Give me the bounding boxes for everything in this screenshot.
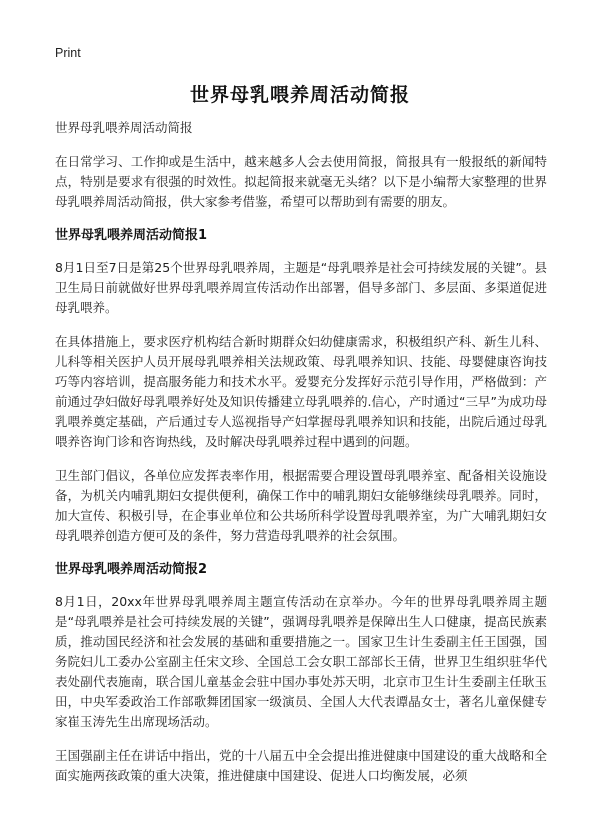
section-paragraph: 王国强副主任在讲话中指出，党的十八届五中全会提出推进健康中国建设的重大战略和全面实施两孩政策的重大决策，推进健康中国建设、促进人口均衡发展，必须 bbox=[55, 748, 547, 783]
page-title: 世界母乳喂养周活动简报 bbox=[189, 84, 410, 106]
section-2 bbox=[55, 560, 547, 786]
section-paragraph: 在具体措施上，要求医疗机构结合新时期群众妇幼健康需求，积极组织产科、新生儿科、儿科等相关医护人员开展母乳喂养相关法规政策、母乳喂养知识、技能、母婴健康咨询技巧等内容培训，提高服务能力和技术水平。爱婴充分发挥好示范引导作用，严格做到：产前通过孕妇做好母乳喂养好处及知识传播建立母乳喂养的.信心，产时通过“三早”为成功母乳喂养奠定基础，产后通过专人巡视指导产妇掌握母乳喂养知识和技能，出院后通过母乳喂养咨询门诊和咨询热线，及时解决母乳喂养过程中遇到的问题。 bbox=[55, 334, 547, 449]
section-paragraph: 卫生部门倡议，各单位应发挥表率作用，根据需要合理设置母乳喂养室、配备相关设施设备，为机关内哺乳期妇女提供便利，确保工作中的哺乳期妇女能够继续母乳喂养。同时，加大宣传、积极引导，在企事业单位和公共场所科学设置母乳喂养室，为广大哺乳期妇女母乳喂养创造方便可及的条件，努力营造母乳喂养的社会氛围。 bbox=[55, 468, 547, 543]
section-heading: 世界母乳喂养周活动简报2 bbox=[55, 562, 208, 577]
section-paragraph: 8月1日，20xx年世界母乳喂养周主题宣传活动在京举办。今年的世界母乳喂养周主题是“母乳喂养是社会可持续发展的关键”，强调母乳喂养是保障出生人口健康，提高民族素质，推动国民经济和社会发展的基础和重要措施之一。国家卫生计生委副主任王国强，国务院妇儿工委办公室副主任宋文珍、全国总工会女职工部部长王倩，世界卫生组织驻华代表处副代表施南，联合国儿童基金会驻中国办事处苏天明，北京市卫生计生委副主任耿玉田，中央军委政治工作部歌舞团国家一级演员、全国人大代表谭晶女士，著名儿童保健专家崔玉涛先生出席现场活动。 bbox=[55, 594, 547, 729]
intro-paragraph: 在日常学习、工作抑或是生活中，越来越多人会去使用简报，简报具有一般报纸的新闻特点，特别是要求有很强的时效性。拟起简报来就毫无头绪？以下是小编帮大家整理的世界母乳喂养周活动简报，供大家参考借鉴，希望可以帮助到有需要的朋友。 bbox=[55, 154, 547, 209]
section-1 bbox=[55, 226, 547, 546]
document-subtitle: 世界母乳喂养周活动简报 bbox=[55, 120, 193, 135]
section-heading: 世界母乳喂养周活动简报1 bbox=[55, 228, 208, 243]
document-body bbox=[55, 118, 547, 800]
print-link[interactable]: Print bbox=[55, 46, 81, 60]
section-paragraph: 8月1日至7日是第25个世界母乳喂养周，主题是“母乳喂养是社会可持续发展的关键”。县卫生局日前就做好世界母乳喂养周宣传活动作出部署，倡导多部门、多层面、多渠道促进母乳喂养。 bbox=[55, 260, 547, 315]
